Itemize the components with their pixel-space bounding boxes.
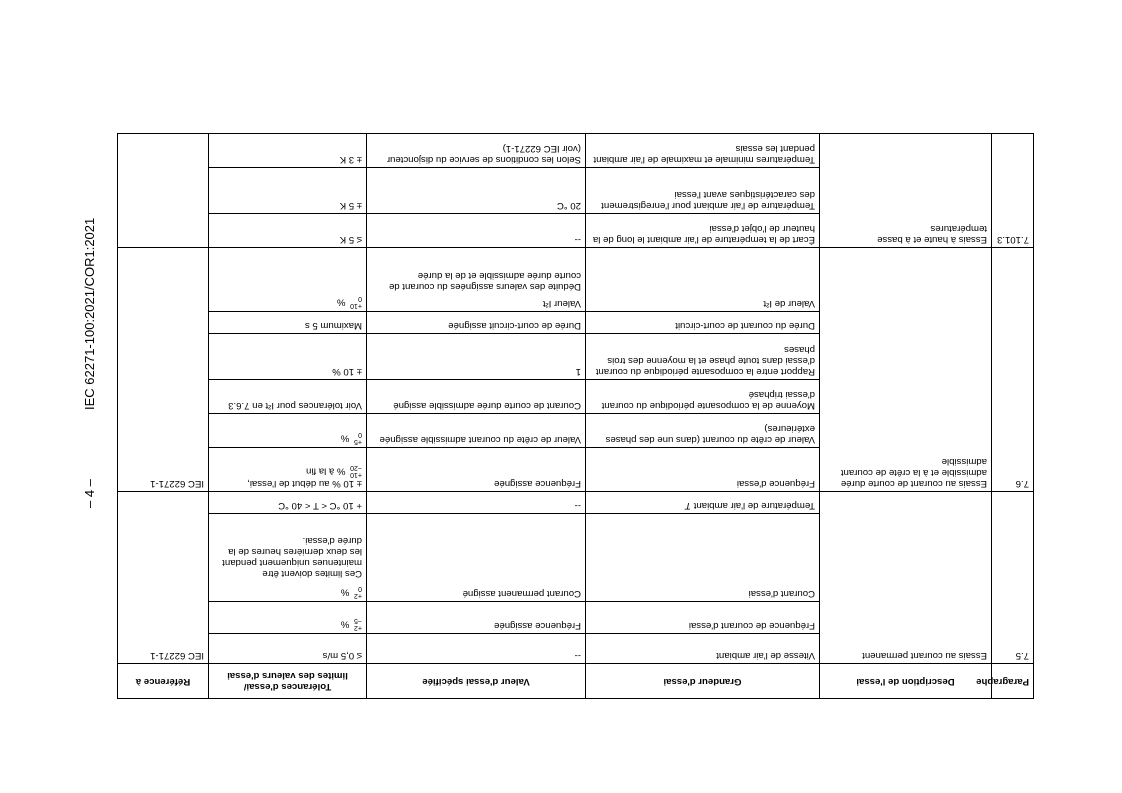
quantity-cell: Valeur de crête du courant (dans une des phases extérieures)	[586, 414, 820, 448]
table-row	[118, 634, 1034, 664]
header-quantity: Grandeur d'essai	[586, 664, 820, 699]
tolerance-fraction: +2 −5	[354, 617, 362, 631]
tolerance-cell: ± 5 K	[209, 168, 367, 214]
description-cell: Essais au courant permanent	[820, 492, 992, 664]
tolerance-fraction: +10 0	[350, 295, 362, 309]
quantity-cell: Vitesse de l'air ambiant	[586, 634, 820, 664]
reference-cell	[118, 134, 209, 248]
tolerance-fraction: +2 0	[354, 585, 362, 599]
tolerance-cell: + 10 °C < T < 40 °C	[209, 492, 367, 514]
value-cell: Valeur I²t Déduite des valeurs assignées du courant de courte durée admissible et de la durée	[367, 248, 586, 312]
quantity-cell: Écart de la température de l'air ambiant le long de la hauteur de l'objet d'essai	[586, 214, 820, 248]
quantity-cell: Courant d'essai	[586, 514, 820, 602]
value-cell: 1	[367, 334, 586, 380]
tolerance-cell: Voir tolérances pour I²t en 7.6.3	[209, 380, 367, 414]
reference-cell: IEC 62271-1	[118, 248, 209, 492]
document-id: IEC 62271-100:2021/COR1:2021	[82, 217, 97, 410]
header-value: Valeur d'essai spécifiée	[367, 664, 586, 699]
value-cell: --	[367, 492, 586, 514]
table-row	[118, 214, 1034, 248]
quantity-cell: Rapport entre la composante périodique du courant d'essai dans toute phase et la moyenne des trois phases	[586, 334, 820, 380]
value-cell: Fréquence assignée	[367, 602, 586, 634]
tolerance-fraction: +10 −20	[350, 463, 362, 478]
description-cell: Essais au courant de courte durée admissible et à la crête de courant admissible	[820, 248, 992, 492]
tolerance-cell: +2 −5 %	[209, 602, 367, 634]
tolerance-fraction: +5 0	[354, 431, 362, 445]
paragraph-cell: 7.101.3	[992, 134, 1034, 248]
value-cell: --	[367, 634, 586, 664]
paragraph-cell: 7.6	[992, 248, 1034, 492]
value-cell: Courant de courte durée admissible assigné	[367, 380, 586, 414]
value-cell: 20 °C	[367, 168, 586, 214]
quantity-cell: Moyenne de la composante périodique du courant d'essai triphasé	[586, 380, 820, 414]
tolerance-cell: ≤ 0,5 m/s	[209, 634, 367, 664]
table-header-row	[118, 664, 1034, 699]
test-parameters-table	[117, 133, 1034, 699]
quantity-cell: Fréquence de courant d'essai	[586, 602, 820, 634]
tolerance-cell: +10 0 %	[209, 248, 367, 312]
quantity-cell: Température de l'air ambiant pour l'enregistrement des caractéristiques avant l'essai	[586, 168, 820, 214]
tolerance-cell: ± 10 % au début de l'essai, +10 −20 % à la fin	[209, 448, 367, 492]
quantity-cell: Températures minimale et maximale de l'air ambiant pendant les essais	[586, 134, 820, 168]
side-header	[74, 100, 104, 720]
quantity-cell: Durée du courant de court-circuit	[586, 312, 820, 334]
tolerance-cell: ≤ 5 K	[209, 214, 367, 248]
value-cell: Courant permanent assigné	[367, 514, 586, 602]
value-cell: Durée de court-circuit assignée	[367, 312, 586, 334]
header-description: Description de l'essai	[820, 664, 992, 699]
tolerance-cell: ± 10 %	[209, 334, 367, 380]
tolerance-cell: Maximum 5 s	[209, 312, 367, 334]
quantity-cell: Fréquence d'essai	[586, 448, 820, 492]
header-reference: Référence à	[118, 664, 209, 699]
quantity-cell: Température de l'air ambiant T	[586, 492, 820, 514]
reference-cell: IEC 62271-1	[118, 492, 209, 664]
tolerance-cell: +2 0 % Ces limites doivent être maintenues uniquement pendant les deux dernières heures de la durée d'essai.	[209, 514, 367, 602]
value-cell: Fréquence assignée	[367, 448, 586, 492]
table-row	[118, 448, 1034, 492]
quantity-cell: Valeur de I²t	[586, 248, 820, 312]
description-cell: Essais à haute et à basse températures	[820, 134, 992, 248]
page-number: – 4 –	[82, 479, 97, 508]
value-cell: Selon les conditions de service du disjoncteur (voir IEC 62271-1)	[367, 134, 586, 168]
value-cell: --	[367, 214, 586, 248]
value-cell: Valeur de crête du courant admissible assignée	[367, 414, 586, 448]
header-tolerance: Tolérances d'essai/ limites des valeurs d'essai	[209, 664, 367, 699]
tolerance-note: Ces limites doivent être maintenues uniquement pendant les deux dernières heures de la durée d'essai.	[222, 534, 362, 579]
tolerance-cell: ± 3 K	[209, 134, 367, 168]
paragraph-cell: 7.5	[992, 492, 1034, 664]
test-table-container	[118, 143, 1034, 699]
tolerance-cell: +5 0 %	[209, 414, 367, 448]
header-paragraph: Paragraphe	[992, 664, 1034, 699]
